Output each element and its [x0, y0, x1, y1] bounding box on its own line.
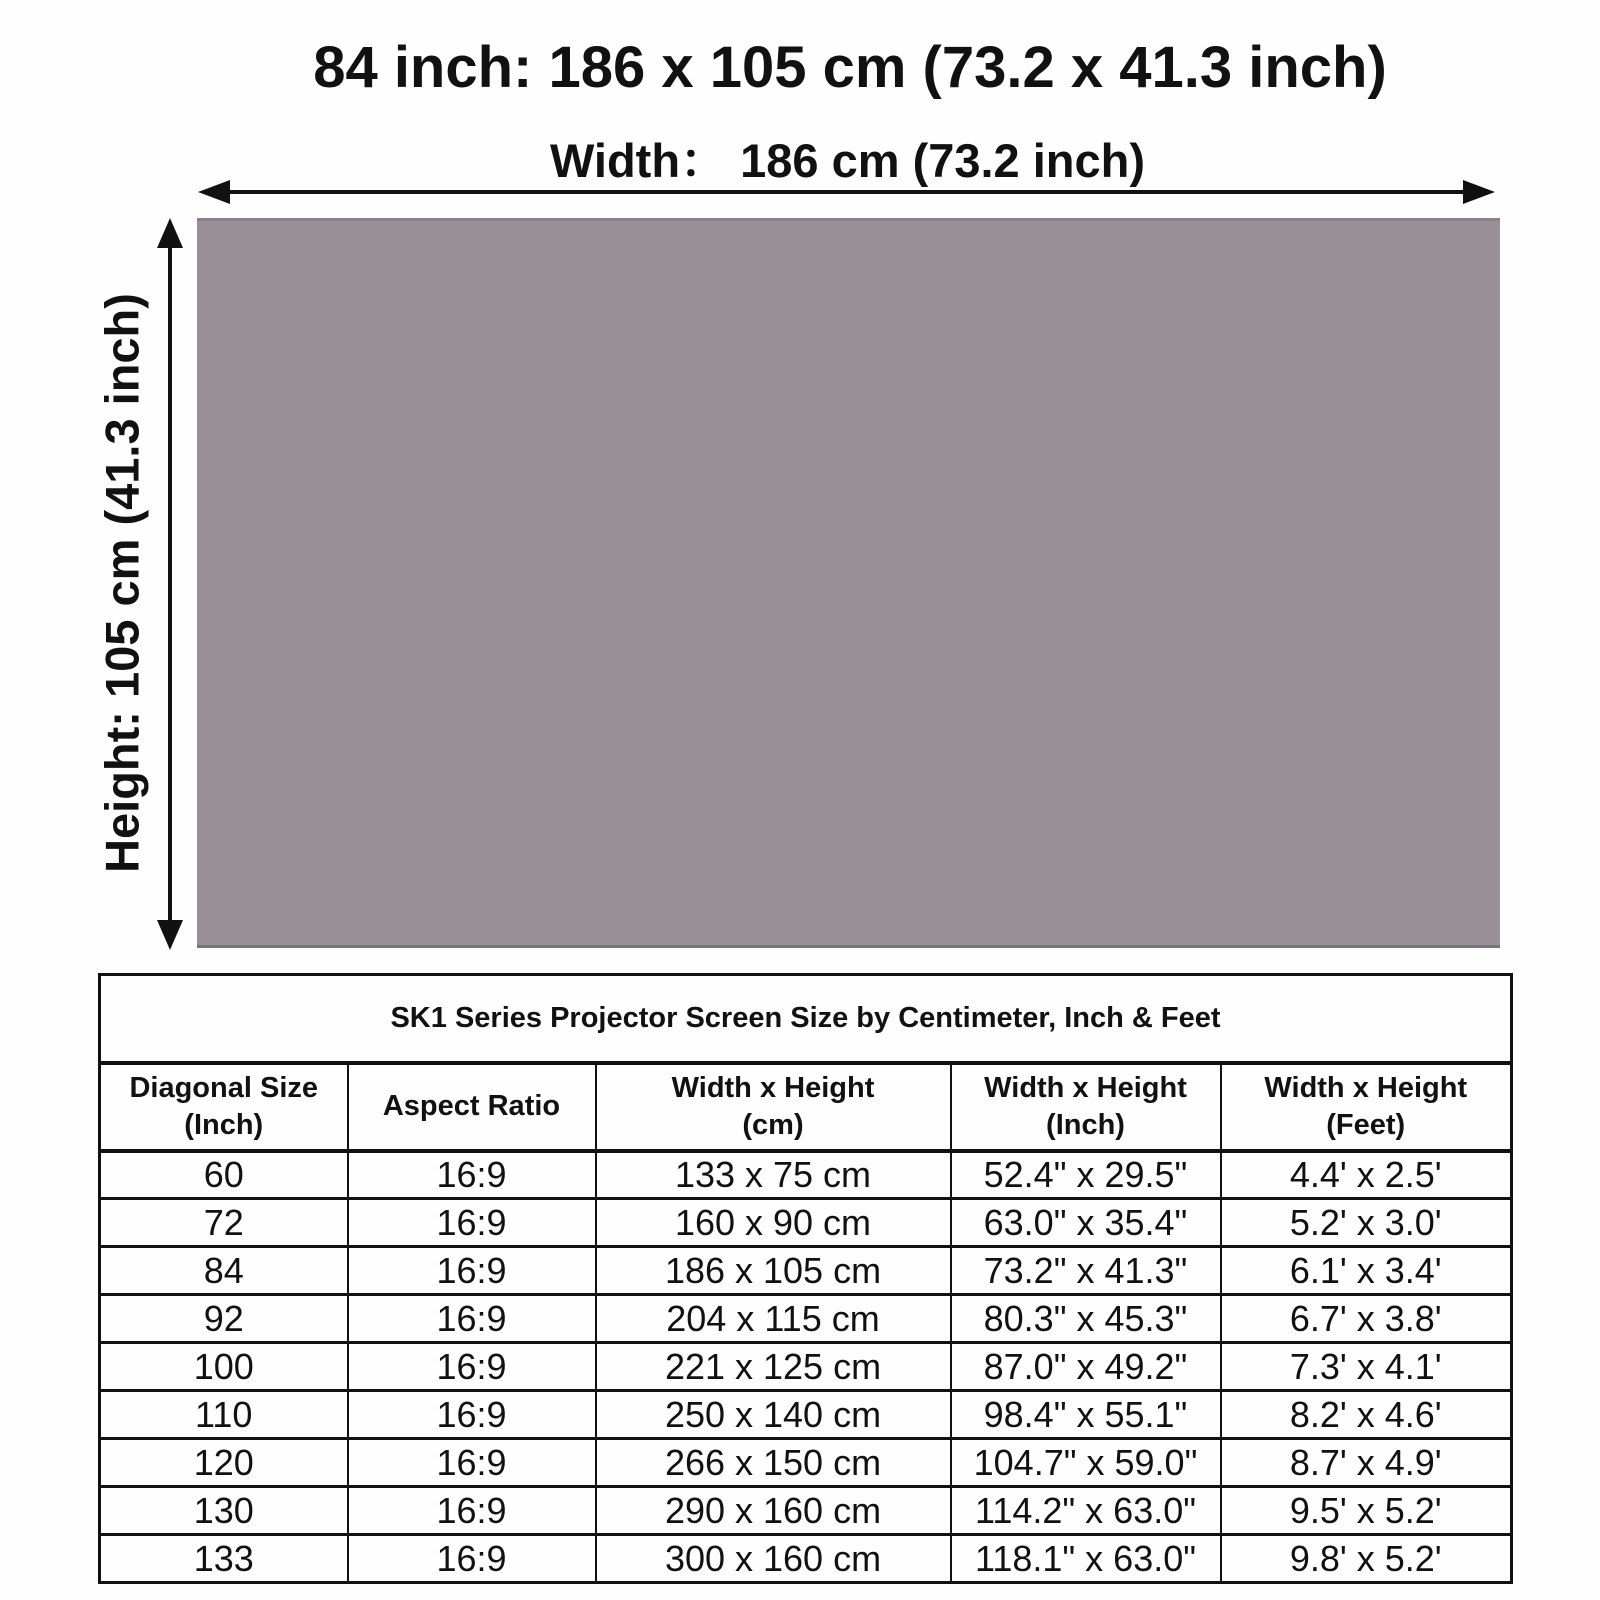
- cell-aspect-ratio: 16:9: [348, 1391, 596, 1439]
- table-row: [100, 1439, 1512, 1487]
- cell-size-cm: 186 x 105 cm: [596, 1247, 951, 1295]
- cell-diagonal-size: 60: [100, 1151, 348, 1199]
- cell-size-feet: 5.2' x 3.0': [1221, 1199, 1512, 1247]
- cell-size-cm: 250 x 140 cm: [596, 1391, 951, 1439]
- cell-diagonal-size: 120: [100, 1439, 348, 1487]
- width-dimension-label: Width： 186 cm (73.2 inch): [549, 134, 1146, 187]
- column-header-size-inch: [951, 1063, 1221, 1151]
- cell-diagonal-size: 100: [100, 1343, 348, 1391]
- table-row: [100, 1151, 1512, 1199]
- cell-size-inch: 87.0" x 49.2": [951, 1343, 1221, 1391]
- cell-size-feet: 8.7' x 4.9': [1221, 1439, 1512, 1487]
- column-header-unit: (Feet): [1326, 1108, 1406, 1141]
- table-header-row: [100, 1063, 1512, 1151]
- table-row: [100, 1391, 1512, 1439]
- cell-size-inch: 73.2" x 41.3": [951, 1247, 1221, 1295]
- cell-diagonal-size: 72: [100, 1199, 348, 1247]
- cell-size-cm: 221 x 125 cm: [596, 1343, 951, 1391]
- column-header-size-feet: [1221, 1063, 1512, 1151]
- column-header-label: Width x Height: [1264, 1072, 1468, 1105]
- cell-aspect-ratio: 16:9: [348, 1199, 596, 1247]
- cell-size-feet: 9.8' x 5.2': [1221, 1535, 1512, 1583]
- column-header-unit: (cm): [742, 1108, 804, 1141]
- column-header-unit: (Inch): [1046, 1108, 1125, 1141]
- cell-size-feet: 4.4' x 2.5': [1221, 1151, 1512, 1199]
- height-dimension-label: Height: 105 cm (41.3 inch): [95, 293, 149, 873]
- cell-size-cm: 160 x 90 cm: [596, 1199, 951, 1247]
- cell-size-inch: 80.3" x 45.3": [951, 1295, 1221, 1343]
- page-title: 84 inch: 186 x 105 cm (73.2 x 41.3 inch): [313, 35, 1387, 100]
- cell-aspect-ratio: 16:9: [348, 1151, 596, 1199]
- column-header-aspect-ratio: [348, 1063, 596, 1151]
- table-title: SK1 Series Projector Screen Size by Centimeter, Inch & Feet: [100, 975, 1512, 1063]
- cell-size-cm: 300 x 160 cm: [596, 1535, 951, 1583]
- column-header-label: Diagonal Size: [129, 1072, 319, 1105]
- column-header-label: Width x Height: [671, 1072, 875, 1105]
- projector-screen-rectangle: [197, 218, 1500, 948]
- cell-size-feet: 9.5' x 5.2': [1221, 1487, 1512, 1535]
- cell-size-cm: 290 x 160 cm: [596, 1487, 951, 1535]
- cell-aspect-ratio: 16:9: [348, 1487, 596, 1535]
- arrow-right-icon: [1463, 180, 1495, 204]
- column-header-size-cm: [596, 1063, 951, 1151]
- table-row: [100, 1487, 1512, 1535]
- cell-aspect-ratio: 16:9: [348, 1439, 596, 1487]
- cell-size-inch: 98.4" x 55.1": [951, 1391, 1221, 1439]
- arrow-down-icon: [157, 920, 183, 950]
- cell-size-inch: 63.0" x 35.4": [951, 1199, 1221, 1247]
- table-row: [100, 1535, 1512, 1583]
- column-header-diagonal-size: [100, 1063, 348, 1151]
- column-header-label: Width x Height: [984, 1072, 1187, 1105]
- table-title-row: [100, 975, 1512, 1063]
- cell-size-inch: 114.2" x 63.0": [951, 1487, 1221, 1535]
- cell-size-inch: 104.7" x 59.0": [951, 1439, 1221, 1487]
- table-row: [100, 1343, 1512, 1391]
- cell-aspect-ratio: 16:9: [348, 1247, 596, 1295]
- cell-size-feet: 6.1' x 3.4': [1221, 1247, 1512, 1295]
- column-header-label: Aspect Ratio: [382, 1090, 561, 1123]
- cell-aspect-ratio: 16:9: [348, 1343, 596, 1391]
- table-row: [100, 1247, 1512, 1295]
- cell-diagonal-size: 133: [100, 1535, 348, 1583]
- cell-diagonal-size: 92: [100, 1295, 348, 1343]
- cell-size-inch: 118.1" x 63.0": [951, 1535, 1221, 1583]
- screen-size-table: [98, 973, 1513, 1584]
- table-row: [100, 1199, 1512, 1247]
- cell-diagonal-size: 110: [100, 1391, 348, 1439]
- height-dimension-arrow: [156, 218, 184, 950]
- cell-aspect-ratio: 16:9: [348, 1295, 596, 1343]
- cell-size-feet: 7.3' x 4.1': [1221, 1343, 1512, 1391]
- width-dimension-arrow: [198, 178, 1495, 206]
- cell-aspect-ratio: 16:9: [348, 1535, 596, 1583]
- cell-size-feet: 6.7' x 3.8': [1221, 1295, 1512, 1343]
- cell-size-cm: 204 x 115 cm: [596, 1295, 951, 1343]
- cell-size-cm: 266 x 150 cm: [596, 1439, 951, 1487]
- arrow-line: [168, 224, 172, 944]
- table-row: [100, 1295, 1512, 1343]
- column-header-unit: (Inch): [184, 1108, 264, 1141]
- cell-size-feet: 8.2' x 4.6': [1221, 1391, 1512, 1439]
- cell-size-inch: 52.4" x 29.5": [951, 1151, 1221, 1199]
- size-table-body: [100, 1151, 1512, 1583]
- cell-diagonal-size: 84: [100, 1247, 348, 1295]
- cell-size-cm: 133 x 75 cm: [596, 1151, 951, 1199]
- cell-diagonal-size: 130: [100, 1487, 348, 1535]
- arrow-line: [204, 190, 1489, 194]
